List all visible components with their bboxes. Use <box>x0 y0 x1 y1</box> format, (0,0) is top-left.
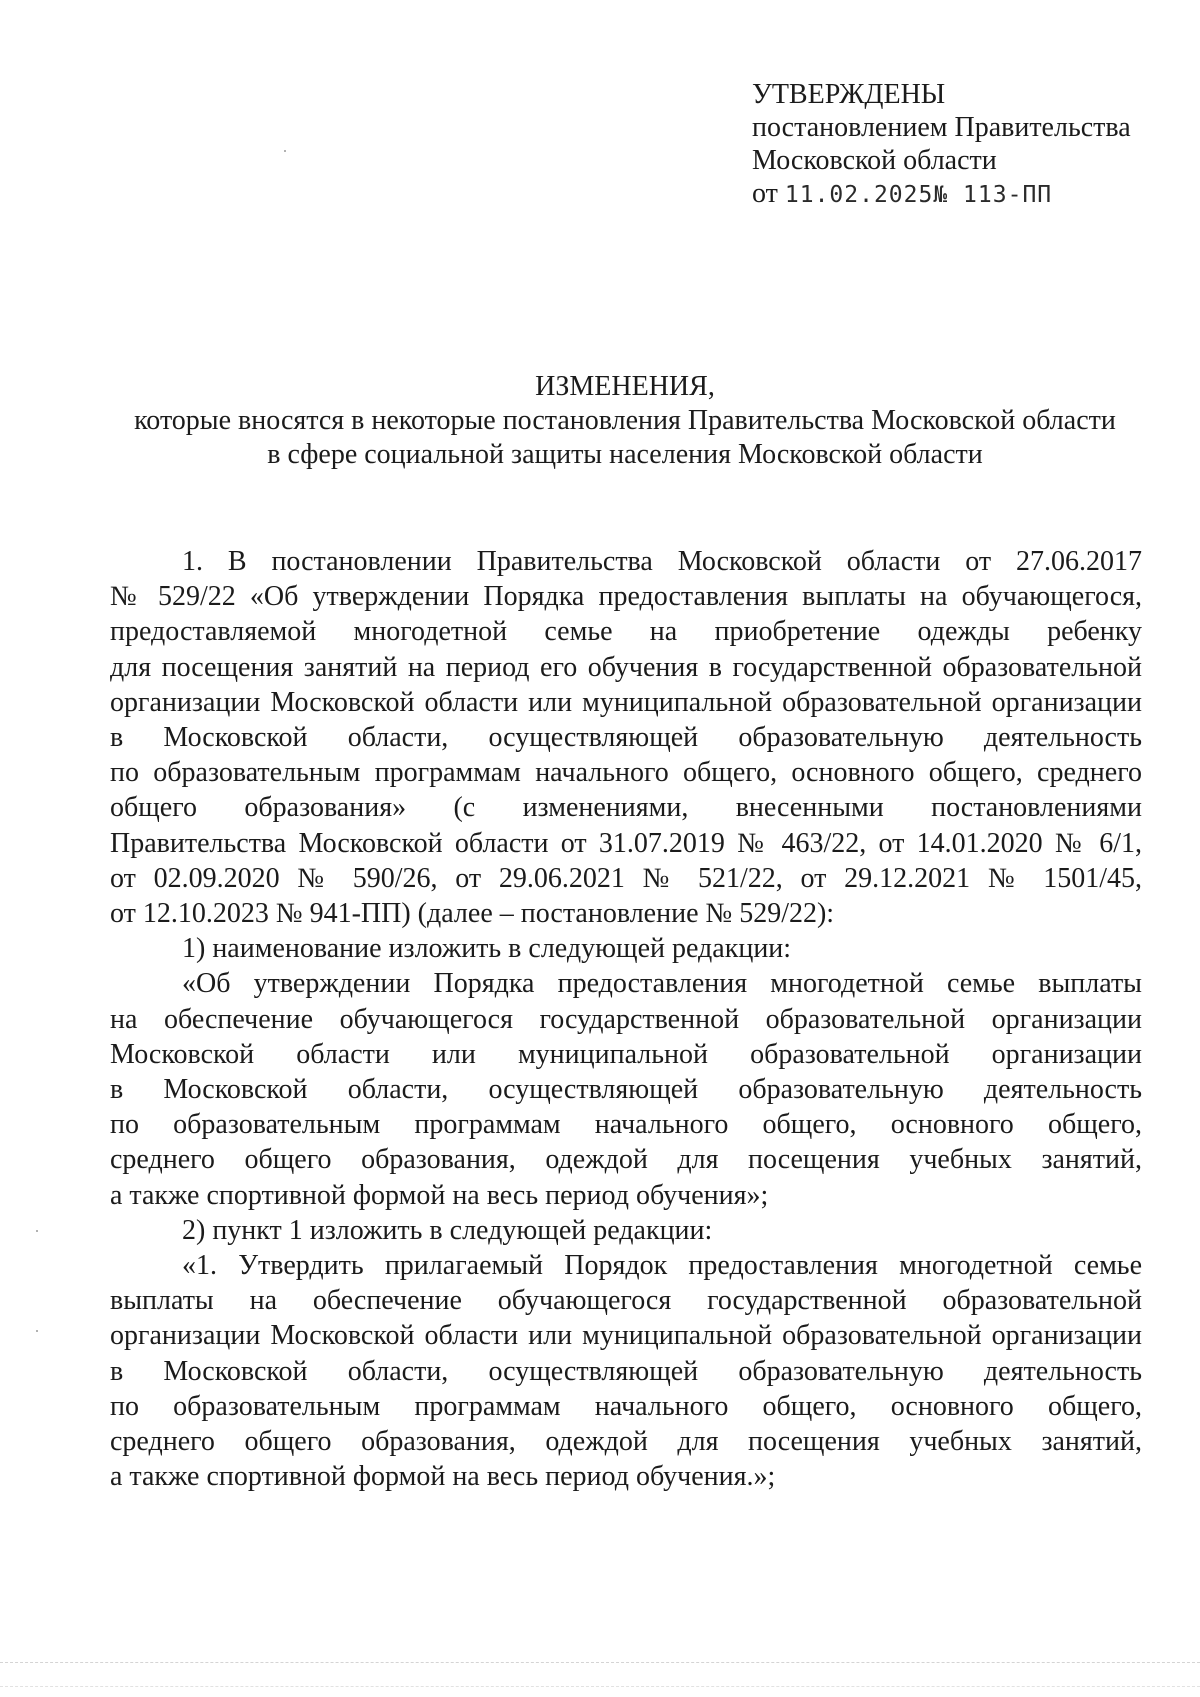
body-line: выплаты на обеспечение обучающегося государственной образовательной <box>110 1285 1142 1317</box>
approval-date-prefix: от <box>752 178 778 209</box>
body-line: в Московской области, осуществляющей образовательную деятельность <box>110 722 1142 754</box>
document-body <box>110 544 1142 1494</box>
approval-heading: УТВЕРЖДЕНЫ <box>752 79 946 110</box>
body-line: «1. Утвердить прилагаемый Порядок предоставления многодетной семье <box>182 1250 1142 1282</box>
approval-line-1: постановлением Правительства <box>752 112 1131 143</box>
body-line: на обеспечение обучающегося государственной образовательной организации <box>110 1003 1142 1035</box>
body-line: по образовательным программам начального общего, основного общего, <box>110 1390 1142 1422</box>
body-line: 2) пункт 1 изложить в следующей редакции: <box>182 1214 713 1246</box>
body-line: организации Московской области или муниципальной образовательной организации <box>110 686 1142 718</box>
scan-artifact-dot <box>36 1230 38 1232</box>
body-line: организации Московской области или муниципальной образовательной организации <box>110 1320 1142 1352</box>
approval-date-stamp: 11.02.2025 <box>784 182 934 208</box>
scan-artifact-dot <box>284 150 286 152</box>
body-line: по образовательным программам начального общего, основного общего, <box>110 1109 1142 1141</box>
document-title: ИЗМЕНЕНИЯ, <box>535 371 715 402</box>
document-subtitle-line-2: в сфере социальной защиты населения Московской области <box>267 439 983 470</box>
approval-date-row <box>752 177 1131 212</box>
scan-artifact-line <box>0 1662 1200 1663</box>
body-line: Московской области или муниципальной образовательной организации <box>110 1038 1142 1070</box>
body-line: а также спортивной формой на весь период обучения»; <box>110 1179 769 1211</box>
body-line: среднего общего образования, одеждой для посещения учебных занятий, <box>110 1426 1142 1458</box>
approval-number-stamp: № 113-ПП <box>933 182 1053 208</box>
body-line: в Московской области, осуществляющей образовательную деятельность <box>110 1355 1142 1387</box>
body-line: по образовательным программам начального общего, основного общего, среднего <box>110 757 1142 789</box>
body-line: для посещения занятий на период его обучения в государственной образовательной <box>110 651 1142 683</box>
document-subtitle-line-1: которые вносятся в некоторые постановления Правительства Московской области <box>134 405 1116 436</box>
approval-line-2: Московской области <box>752 145 997 176</box>
body-line: № 529/22 «Об утверждении Порядка предоставления выплаты на обучающегося, <box>110 581 1142 613</box>
body-line: а также спортивной формой на весь период обучения.»; <box>110 1461 776 1493</box>
body-line: от 02.09.2020 № 590/26, от 29.06.2021 № 521/22, от 29.12.2021 № 1501/45, <box>110 862 1142 894</box>
body-line: общего образования» (с изменениями, внесенными постановлениями <box>110 792 1142 824</box>
body-line: от 12.10.2023 № 941-ПП) (далее – постановление № 529/22): <box>110 898 835 930</box>
scan-artifact-line <box>0 1686 1200 1687</box>
body-line: в Московской области, осуществляющей образовательную деятельность <box>110 1074 1142 1106</box>
body-line: 1) наименование изложить в следующей редакции: <box>182 933 792 965</box>
document-title-block <box>110 370 1140 472</box>
approval-block <box>752 78 1131 212</box>
scan-artifact-dot <box>36 1330 38 1332</box>
body-line: Правительства Московской области от 31.07.2019 № 463/22, от 14.01.2020 № 6/1, <box>110 827 1142 859</box>
body-line: среднего общего образования, одеждой для посещения учебных занятий, <box>110 1144 1142 1176</box>
body-line: предоставляемой многодетной семье на приобретение одежды ребенку <box>110 616 1142 648</box>
body-line: «Об утверждении Порядка предоставления многодетной семье выплаты <box>182 968 1142 1000</box>
body-line: 1. В постановлении Правительства Московской области от 27.06.2017 <box>182 546 1142 577</box>
